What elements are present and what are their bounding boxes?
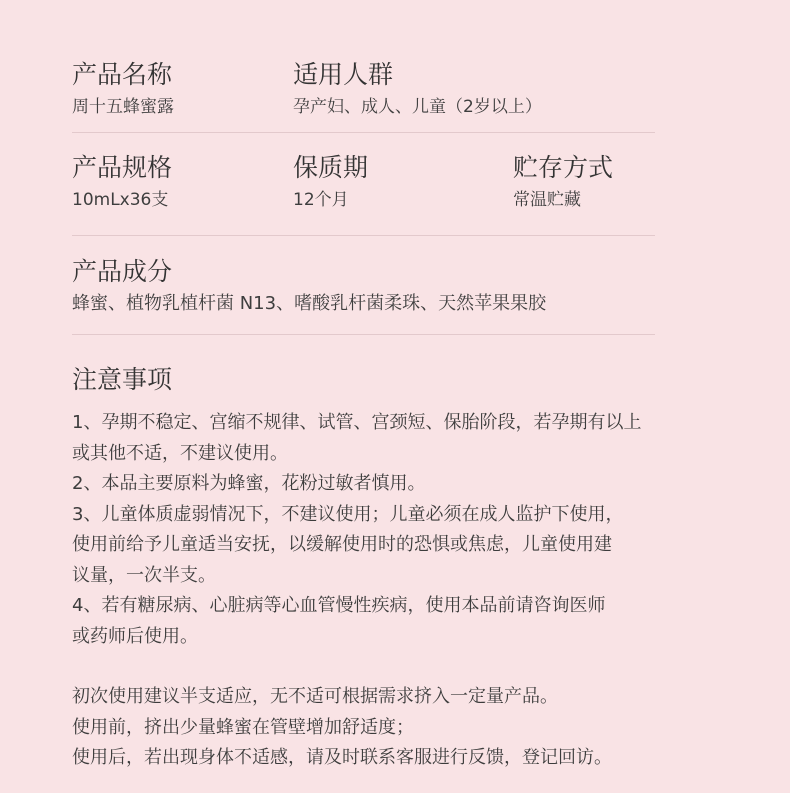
target-group-label: 适用人群 xyxy=(293,60,394,89)
usage-instructions xyxy=(72,682,612,774)
usage-line: 初次使用建议半支适应，无不适可根据需求挤入一定量产品。 xyxy=(72,686,558,707)
divider-1 xyxy=(72,132,655,133)
note-line: 1、孕期不稳定、宫缩不规律、试管、宫颈短、保胎阶段，若孕期有以上 xyxy=(72,412,642,433)
shelf-life-label: 保质期 xyxy=(293,153,369,182)
note-line: 2、本品主要原料为蜂蜜，花粉过敏者慎用。 xyxy=(72,473,426,494)
note-line: 3、儿童体质虚弱情况下，不建议使用；儿童必须在成人监护下使用， xyxy=(72,503,624,525)
product-spec-label: 产品规格 xyxy=(72,153,173,182)
divider-2 xyxy=(72,235,655,236)
shelf-life-value: 12个月 xyxy=(293,190,349,210)
product-spec-value: 10mLx36支 xyxy=(72,190,169,210)
note-line: 或药师后使用。 xyxy=(72,625,198,647)
note-line: 议量，一次半支。 xyxy=(72,564,216,586)
note-line: 使用前给予儿童适当安抚，以缓解使用时的恐惧或焦虑，儿童使用建 xyxy=(72,534,612,555)
ingredients-value: 蜂蜜、植物乳植杆菌 N13、嗜酸乳杆菌柔珠、天然苹果果胶 xyxy=(72,293,547,314)
notes-title: 注意事项 xyxy=(72,365,173,394)
storage-label: 贮存方式 xyxy=(513,153,614,182)
note-line: 4、若有糖尿病、心脏病等心血管慢性疾病，使用本品前请咨询医师 xyxy=(72,595,606,616)
note-line: 或其他不适，不建议使用。 xyxy=(72,442,288,464)
usage-line: 使用前，挤出少量蜂蜜在管壁增加舒适度； xyxy=(72,716,414,738)
product-name-value: 周十五蜂蜜露 xyxy=(72,97,174,117)
divider-3 xyxy=(72,334,655,335)
storage-value: 常温贮藏 xyxy=(513,190,581,210)
target-group-value: 孕产妇、成人、儿童（2岁以上） xyxy=(293,97,542,117)
usage-line: 使用后，若出现身体不适感，请及时联系客服进行反馈，登记回访。 xyxy=(72,747,612,768)
ingredients-label: 产品成分 xyxy=(72,257,173,286)
notes-list xyxy=(72,408,641,652)
product-name-label: 产品名称 xyxy=(72,60,173,89)
